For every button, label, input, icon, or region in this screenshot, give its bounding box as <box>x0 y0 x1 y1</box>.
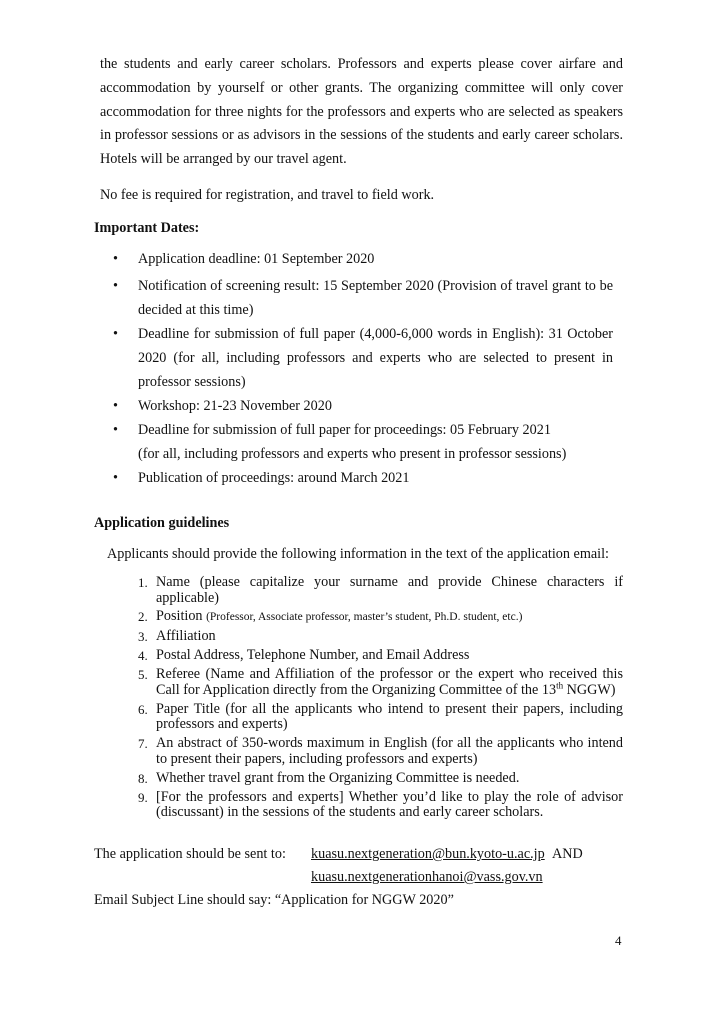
list-item: 6. Paper Title (for all the applicants who intend to present their papers, including professors and experts) <box>138 700 623 733</box>
page-number: 4 <box>615 933 622 948</box>
important-dates-heading: Important Dates: <box>94 220 200 236</box>
email-subject-line: Email Subject Line should say: “Application for NGGW 2020” <box>94 892 454 908</box>
list-item: • Publication of proceedings: around March 2021 <box>107 466 613 490</box>
email-link-hanoi[interactable]: kuasu.nextgenerationhanoi@vass.gov.vn <box>311 869 543 885</box>
send-to-label: The application should be sent to: <box>94 846 286 862</box>
no-fee-note: No fee is required for registration, and travel to field work. <box>100 187 435 203</box>
list-item: • Notification of screening result: 15 September 2020 (Provision of travel grant to be decided at this time) <box>107 274 613 322</box>
email-link-kyoto[interactable]: kuasu.nextgeneration@bun.kyoto-u.ac.jp <box>311 846 545 862</box>
bullet-icon: • <box>113 422 118 438</box>
application-guidelines-heading: Application guidelines <box>94 515 230 531</box>
guidelines-list <box>138 575 623 824</box>
guidelines-lead: Applicants should provide the following information in the text of the application email: <box>107 546 609 562</box>
intro-paragraph <box>100 53 623 172</box>
bullet-icon: • <box>113 326 118 342</box>
list-item: 2. Position (Professor, Associate professor, master’s student, Ph.D. student, etc.) <box>138 608 523 625</box>
bullet-icon: • <box>113 278 118 294</box>
intro-text: the students and early career scholars. Professors and experts please cover airfare and accommodation by yourself or other grants. The organizing committee will only cover accommodation for three nights for the professors and experts who are selected as speakers in professor sessions or as advisors in the sessions of the students and early career scholars. Hotels will be arranged by our travel agent. <box>100 56 623 168</box>
list-item: 3. Affiliation <box>138 628 216 645</box>
list-item: • Application deadline: 01 September 2020 <box>113 251 375 267</box>
list-item: 8. Whether travel grant from the Organizing Committee is needed. <box>138 769 520 786</box>
and-conjunction: AND <box>552 846 583 862</box>
important-dates-list <box>107 250 613 490</box>
list-item: • Deadline for submission of full paper for proceedings: 05 February 2021 (for all, including professors and experts who present in professor sessions) <box>107 418 613 466</box>
list-item: 5. Referee (Name and Affiliation of the professor or the expert who received this Call for Application directly from the Organizing Committee of the 13th NGGW) <box>138 666 623 698</box>
list-item: 1. Name (please capitalize your surname and provide Chinese characters if applicable) <box>138 574 623 606</box>
list-item: • Workshop: 21-23 November 2020 <box>107 394 613 418</box>
bullet-icon: • <box>113 470 118 486</box>
list-item: 4. Postal Address, Telephone Number, and Email Address <box>138 647 470 664</box>
bullet-icon: • <box>113 251 118 267</box>
bullet-icon: • <box>113 398 118 414</box>
list-item: • Deadline for submission of full paper (4,000-6,000 words in English): 31 October 2020 (for all, including professors and experts who are selected to present in professor sessions) <box>107 322 613 394</box>
list-item: 9. [For the professors and experts] Whether you’d like to play the role of advisor (discussant) in the sessions of the students and early career scholars. <box>138 788 623 821</box>
list-item: 7. An abstract of 350-words maximum in English (for all the applicants who intend to present their papers, including professors and experts) <box>138 735 623 767</box>
